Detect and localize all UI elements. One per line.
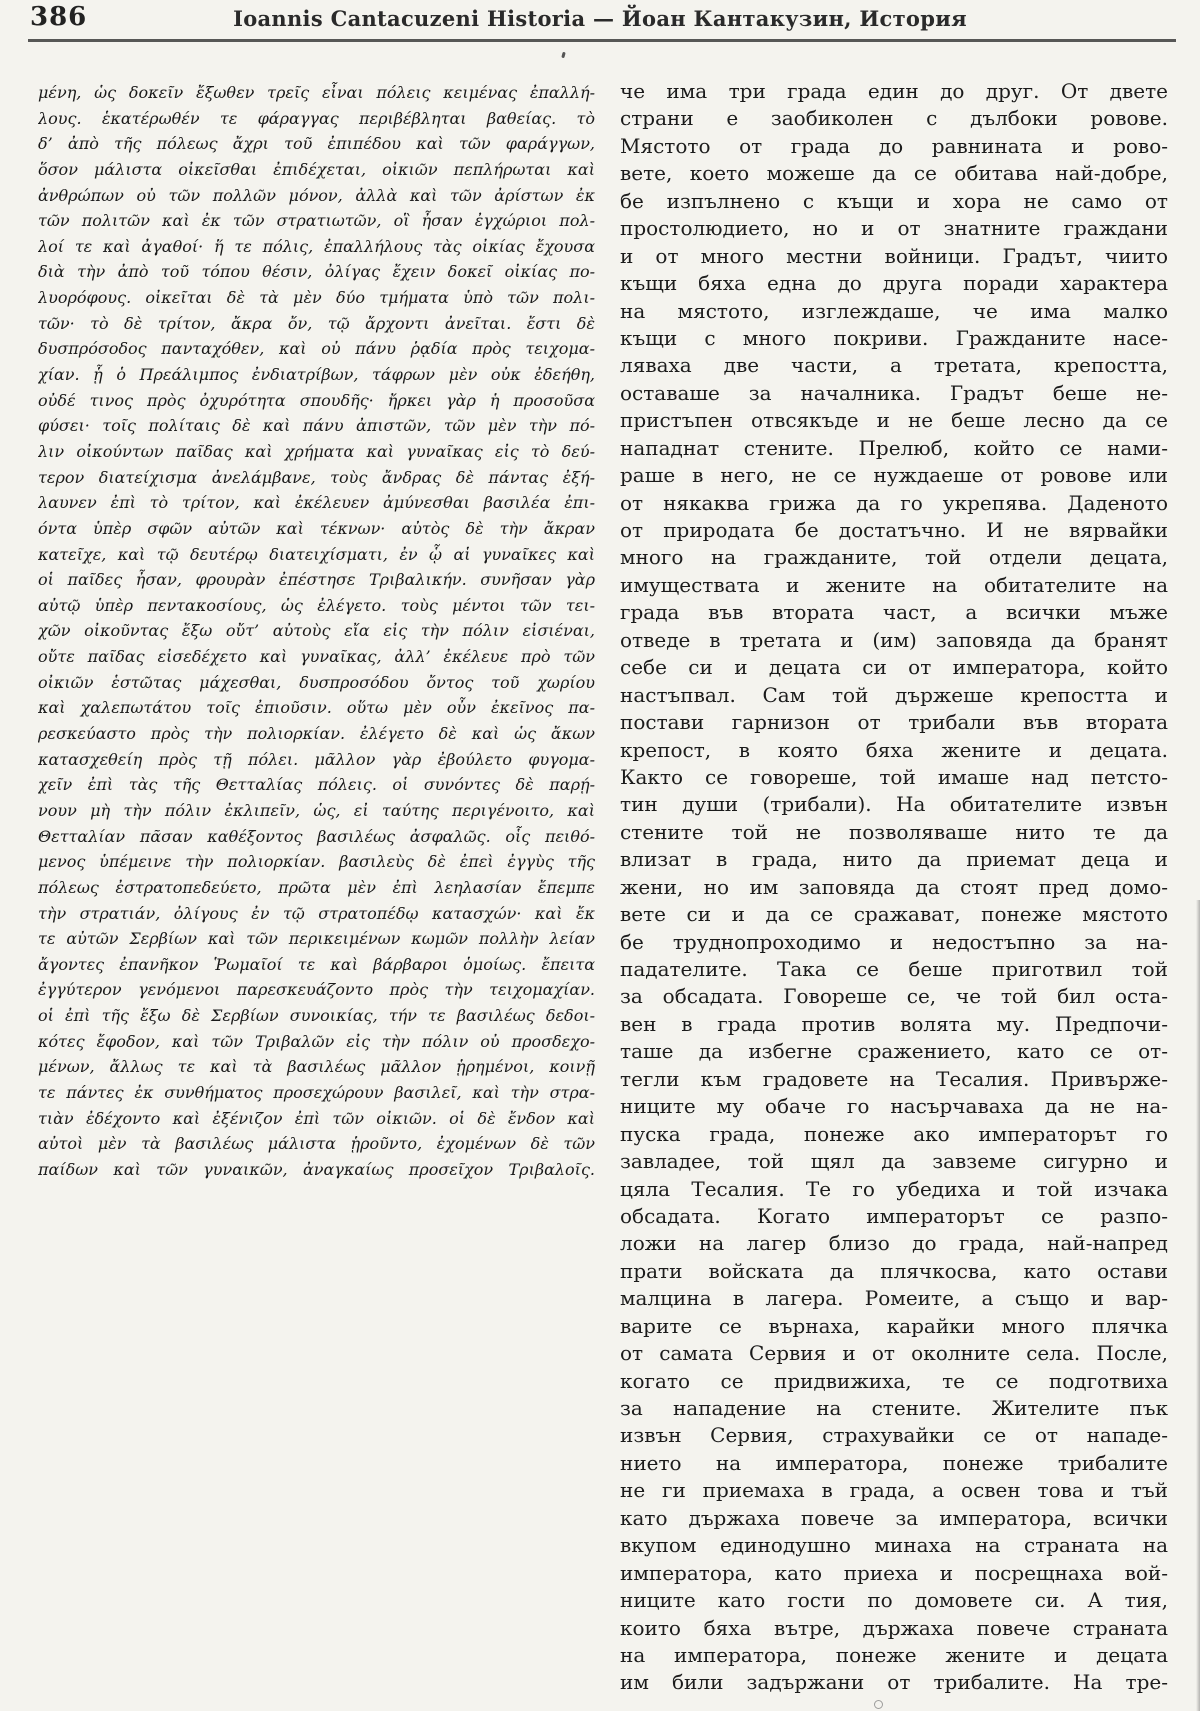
text-line: влизат в града, нито да приемат деца и [620, 847, 1168, 872]
text-line: μένη, ὡς δοκεῖν ἔξωθεν τρεῖς εἶναι πόλεις κειμένας ἐπαλλή- [38, 83, 595, 102]
text-line: имуществата и жените на обитателите на [620, 572, 1168, 597]
text-line: вете си и да се сражават, понеже мястото [620, 902, 1168, 927]
text-line: постави гарнизон от трибали във втората [620, 710, 1168, 735]
text-line: παίδων καὶ τῶν γυναικῶν, ἀναγκαίως προσεῖχον Τριβαλοῖς. [38, 1159, 595, 1179]
page-number: 386 [30, 2, 88, 32]
text-line: λους. ἑκατέρωθέν τε φάραγγας περιβέβληται βαθείας. τὸ [38, 108, 595, 128]
text-line: завладее, той щял да завземе сигурно и [620, 1149, 1168, 1174]
bulgarian-text-column [620, 78, 1168, 1697]
header-rule [28, 39, 1176, 42]
text-line: όντα ὑπὲρ σφῶν αὐτῶν καὶ τέκνων· αὐτὸς δὲ τὴν ἄκραν [38, 518, 595, 538]
text-line: ρεσκεύαστο πρὸς τὴν πολιορκίαν. ἐλέγετο δὲ καὶ ὡς ἄκων [38, 724, 595, 744]
text-line: τῶν· τὸ δὲ τρίτον, ἄκρα ὄν, τῷ ἄρχοντι ἀνεῖται. ἔστι δὲ [38, 313, 595, 333]
text-line: тегли към градовете на Тесалия. Привърже- [620, 1066, 1168, 1091]
text-line: вен в града против волята му. Предпочи- [620, 1011, 1168, 1036]
text-line: обсадата. Когато императорът се разпо- [620, 1203, 1168, 1228]
text-line: ляваха две части, а третата, крепостта, [620, 353, 1168, 378]
text-line: на мястото, изглеждаше, че има малко [620, 298, 1168, 323]
text-line: прати войската да плячкосва, като остави [620, 1258, 1168, 1283]
text-line: къщи бяха една до друга поради характера [620, 271, 1168, 296]
text-line: града във втората част, а всички мъже [620, 600, 1168, 625]
text-line: τερον διατείχισμα ἀνελάμβανε, τοὺς ἄνδρας δὲ πάντας ἐξή- [38, 467, 595, 487]
text-line: ἀνθρώπων οὐ τῶν πολλῶν μόνον, ἀλλὰ καὶ τῶν ἀρίστων ἐκ [38, 185, 595, 205]
text-line: не ги приемаха в града, а освен това и тъй [620, 1478, 1168, 1503]
text-line: жени, но им заповяда да стоят пред домо- [620, 874, 1168, 899]
text-line: τε πάντες ἐκ συνθήματος προσεχώρουν βασιλεῖ, καὶ τὴν στρα- [38, 1082, 595, 1102]
text-line: вете, което можеше да се обитава най-добре, [620, 161, 1168, 186]
running-title: Ioannis Cantacuzeni Historia — Йоан Кантакузин, История [233, 6, 967, 31]
text-line: ниците му обаче го насърчаваха да не на- [620, 1094, 1168, 1119]
text-line: извън Сервия, страхувайки се от нападе- [620, 1423, 1168, 1448]
text-line: падателите. Така се беше приготвил той [620, 957, 1168, 981]
text-line: за нападение на стените. Жителите пък [620, 1396, 1168, 1420]
text-line: λοί τε καὶ ἀγαθοί· ἥ τε πόλις, ἐπαλλήλους τὰς οἰκίας ἔχουσα [38, 236, 595, 256]
text-line: μενος ὑπέμεινε τὴν πολιορκίαν. βασιλεὺς δὲ ἐπεὶ ἐγγὺς τῆς [38, 852, 595, 872]
print-artifact-mark [874, 1700, 883, 1709]
text-line: τῶν πολιτῶν καὶ ἐκ τῶν στρατιωτῶν, οἳ ἦσαν ἐγχώριοι πολ- [38, 211, 595, 231]
text-line: пристъпен отвсякъде и не беше лесно да се [620, 408, 1168, 433]
text-line: пуска града, понеже ако императорът го [620, 1121, 1168, 1146]
text-line: λυορόφους. οἰκεῖται δὲ τὰ μὲν δύο τμήματα ὑπὸ τῶν πολι- [38, 288, 595, 308]
text-line: τιὰν ἐδέχοντο καὶ ἐξένιζον ἐπὶ τῶν οἰκιῶν. οἱ δὲ ἔνδον καὶ [38, 1108, 595, 1128]
text-line: νουν μὴ τὴν πόλιν ἐκλιπεῖν, ὡς, εἰ ταύτης περιγένοιτο, καὶ [38, 800, 595, 820]
text-line: αὐτῷ ὑπὲρ πεντακοσίους, ὡς ἐλέγετο. τοὺς μέντοι τῶν τει- [38, 595, 595, 615]
text-line: че има три града един до друг. От двете [620, 79, 1168, 103]
text-line: раше в него, не се нуждаеше от ровове или [620, 463, 1168, 488]
text-line: κότες ἔφοδον, καὶ τῶν Τριβαλῶν εἰς τὴν πόλιν οὐ προσδεχο- [38, 1031, 595, 1051]
scan-speck [561, 52, 565, 59]
text-line: χῶν οἰκοῦντας ἔξω οὔτ’ αὐτοὺς εἴα εἰς τὴν πόλιν εἰσιέναι, [38, 621, 595, 641]
text-line: τε αὐτῶν Σερβίων καὶ τῶν περικειμένων κωμῶν πολλὴν λείαν [38, 929, 595, 949]
text-line: κατεῖχε, καὶ τῷ δευτέρῳ διατειχίσματι, ἐν ᾧ αἱ γυναῖκες καὶ [38, 544, 595, 564]
text-line: τὴν στρατιάν, ὀλίγους ἐν τῷ στρατοπέδῳ κατασχών· καὶ ἔκ [38, 903, 595, 923]
text-line: λιν οἰκούντων παῖδας καὶ χρήματα καὶ γυναῖκας εἰς τὸ δεύ- [38, 441, 595, 461]
text-line: οἰκιῶν ἑστῶτας μάχεσθαι, δυσπροσόδου ὄντος τοῦ χωρίου [38, 672, 595, 692]
text-line: отведе в третата и (им) заповяда да бранят [620, 627, 1168, 652]
text-line: стените той не позволяваше нито те да [620, 819, 1168, 844]
text-line: вкупом единодушно минаха на страната на [620, 1533, 1168, 1558]
text-line: им били задържани от трибалите. На тре- [620, 1670, 1168, 1695]
text-line: от самата Сервия и от околните села. После, [620, 1341, 1168, 1366]
text-line: κατασχεθείη πρὸς τῇ πόλει. μᾶλλον γὰρ ἐβούλετο φυγομα- [38, 749, 595, 769]
text-line: Както се говореше, той имаше над петсто- [620, 764, 1168, 789]
text-line: ниците като гости по домовете си. А тия, [620, 1588, 1168, 1613]
greek-text-column [38, 80, 595, 1183]
text-line: настъпвал. Сам той държеше крепостта и [620, 682, 1168, 707]
text-line: варите се върнаха, карайки много плячка [620, 1313, 1168, 1338]
text-line: малцина в лагера. Ромеите, а също и вар- [620, 1286, 1168, 1311]
text-line: χεῖν ἐπὶ τὰς τῆς Θετταλίας πόλεις. οἱ συνόντες δὲ παρῄ- [38, 775, 595, 795]
text-line: за обсадата. Говореше се, че той бил оста- [620, 984, 1168, 1009]
text-line: Мястото от града до равнината и рово- [620, 133, 1168, 158]
text-line: бе изпълнено с къщи и хора не само от [620, 188, 1168, 213]
text-line: καὶ χαλεπωτάτου τοῖς ἐπιοῦσιν. οὕτω μὲν οὖν ἐκεῖνος πα- [38, 698, 595, 718]
text-line: нападнат стените. Прелюб, който се нами- [620, 435, 1168, 460]
text-line: тин души (трибали). На обитателите извън [620, 792, 1168, 817]
text-line: простолюдието, но и от знатните граждани [620, 216, 1168, 241]
text-line: страни е заобиколен с дълбоки ровове. [620, 106, 1168, 131]
text-line: μένων, ἄλλως τε καὶ τὰ βασιλέως μᾶλλον ᾑρημένοι, κοινῇ [38, 1057, 595, 1077]
text-line: много на гражданите, той отдели децата, [620, 545, 1168, 570]
text-line: таше да избегне сражението, като се от- [620, 1039, 1168, 1064]
text-line: δ’ ἀπὸ τῆς πόλεως ἄχρι τοῦ ἐπιπέδου καὶ τῶν φαράγγων, [38, 134, 595, 154]
text-line: ἐγγύτερον γενόμενοι παρεσκευάζοντο πρὸς τὴν τειχομαχίαν. [38, 980, 595, 1000]
text-line: πόλεως ἐστρατοπεδεύετο, πρῶτα μὲν ἐπὶ λεηλασίαν ἔπεμπε [38, 877, 595, 897]
text-line: оставаше за началника. Градът беше не- [620, 380, 1168, 405]
text-line: нието на императора, понеже трибалите [620, 1450, 1168, 1475]
text-line: от някаква грижа да го укрепява. Даденото [620, 490, 1168, 515]
text-line: императора, като приеха и посрещнаха вой- [620, 1560, 1168, 1585]
text-line: Θετταλίαν πᾶσαν καθέξοντος βασιλέως ἀσφαλῶς. οἷς πειθό- [38, 826, 595, 846]
text-line: οὔτε παῖδας εἰσεδέχετο καὶ γυναῖκας, ἀλλ’ ἐκέλευε πρὸ τῶν [38, 647, 595, 667]
text-line: ложи на лагер близо до града, най-напред [620, 1231, 1168, 1256]
text-line: δυσπρόσοδος πανταχόθεν, καὶ οὐ πάνυ ῥᾳδία πρὸς τειχομα- [38, 339, 595, 359]
text-line: φύσει· τοῖς πολίταις δὲ καὶ πάνυ ἀπιστῶν, τῶν μὲν τὴν πό- [38, 416, 595, 436]
text-line: които бяха вътре, държаха повече страната [620, 1615, 1168, 1640]
text-line: цяла Тесалия. Те го убедиха и той изчака [620, 1176, 1168, 1201]
text-line: οὐδέ τινος πρὸς ὀχυρότητα σπουδῆς· ἤρκει γὰρ ἡ προσοῦσα [38, 390, 595, 410]
text-line: и от много местни войници. Градът, чиито [620, 243, 1168, 268]
text-line: διὰ τὴν ἀπὸ τοῦ τόπου θέσιν, ὀλίγας ἔχειν δοκεῖ οἰκίας πο- [38, 262, 595, 282]
text-line: λαυνεν ἐπὶ τὸ τρίτον, καὶ ἐκέλευεν ἀμύνεσθαι βασιλέα ἐπι- [38, 493, 595, 513]
text-line: като държаха повече за императора, всички [620, 1505, 1168, 1530]
text-line: ὅσον μάλιστα οἰκεῖσθαι ἐπιδέχεται, οἰκιῶν πεπλήρωται καὶ [38, 159, 595, 179]
text-line: αὐτοὶ μὲν τὰ βασιλέως μάλιστα ᾑροῦντο, ἐχομένων δὲ τῶν [38, 1134, 595, 1154]
scan-edge-shadow [1196, 900, 1200, 1711]
text-line: къщи с много покриви. Гражданите насе- [620, 325, 1168, 350]
text-line: крепост, в която бяха жените и децата. [620, 737, 1168, 762]
text-line: οἱ παῖδες ἦσαν, φρουρὰν ἐπέστησε Τριβαλικήν. συνῆσαν γὰρ [38, 570, 595, 590]
text-line: от природата бе достатъчно. И не вярвайки [620, 518, 1168, 542]
text-line: когато се придвижиха, те се подготвиха [620, 1368, 1168, 1393]
text-line: бе труднопроходимо и недостъпно за на- [620, 929, 1168, 954]
text-line: χίαν. ᾗ ὁ Πρεάλιμπος ἐνδιατρίβων, τάφρων μὲν οὐκ ἐδεήθη, [38, 365, 595, 385]
text-line: себе си и децата си от императора, който [620, 655, 1168, 680]
text-line: οἱ ἐπὶ τῆς ἔξω δὲ Σερβίων συνοικίας, τήν τε βασιλέως δεδοι- [38, 1006, 595, 1026]
text-line: на императора, понеже жените и децата [620, 1642, 1168, 1667]
text-line: ἄγοντες ἐπανῆκον Ῥωμαῖοί τε καὶ βάρβαροι ὁμοίως. ἔπειτα [38, 954, 595, 974]
